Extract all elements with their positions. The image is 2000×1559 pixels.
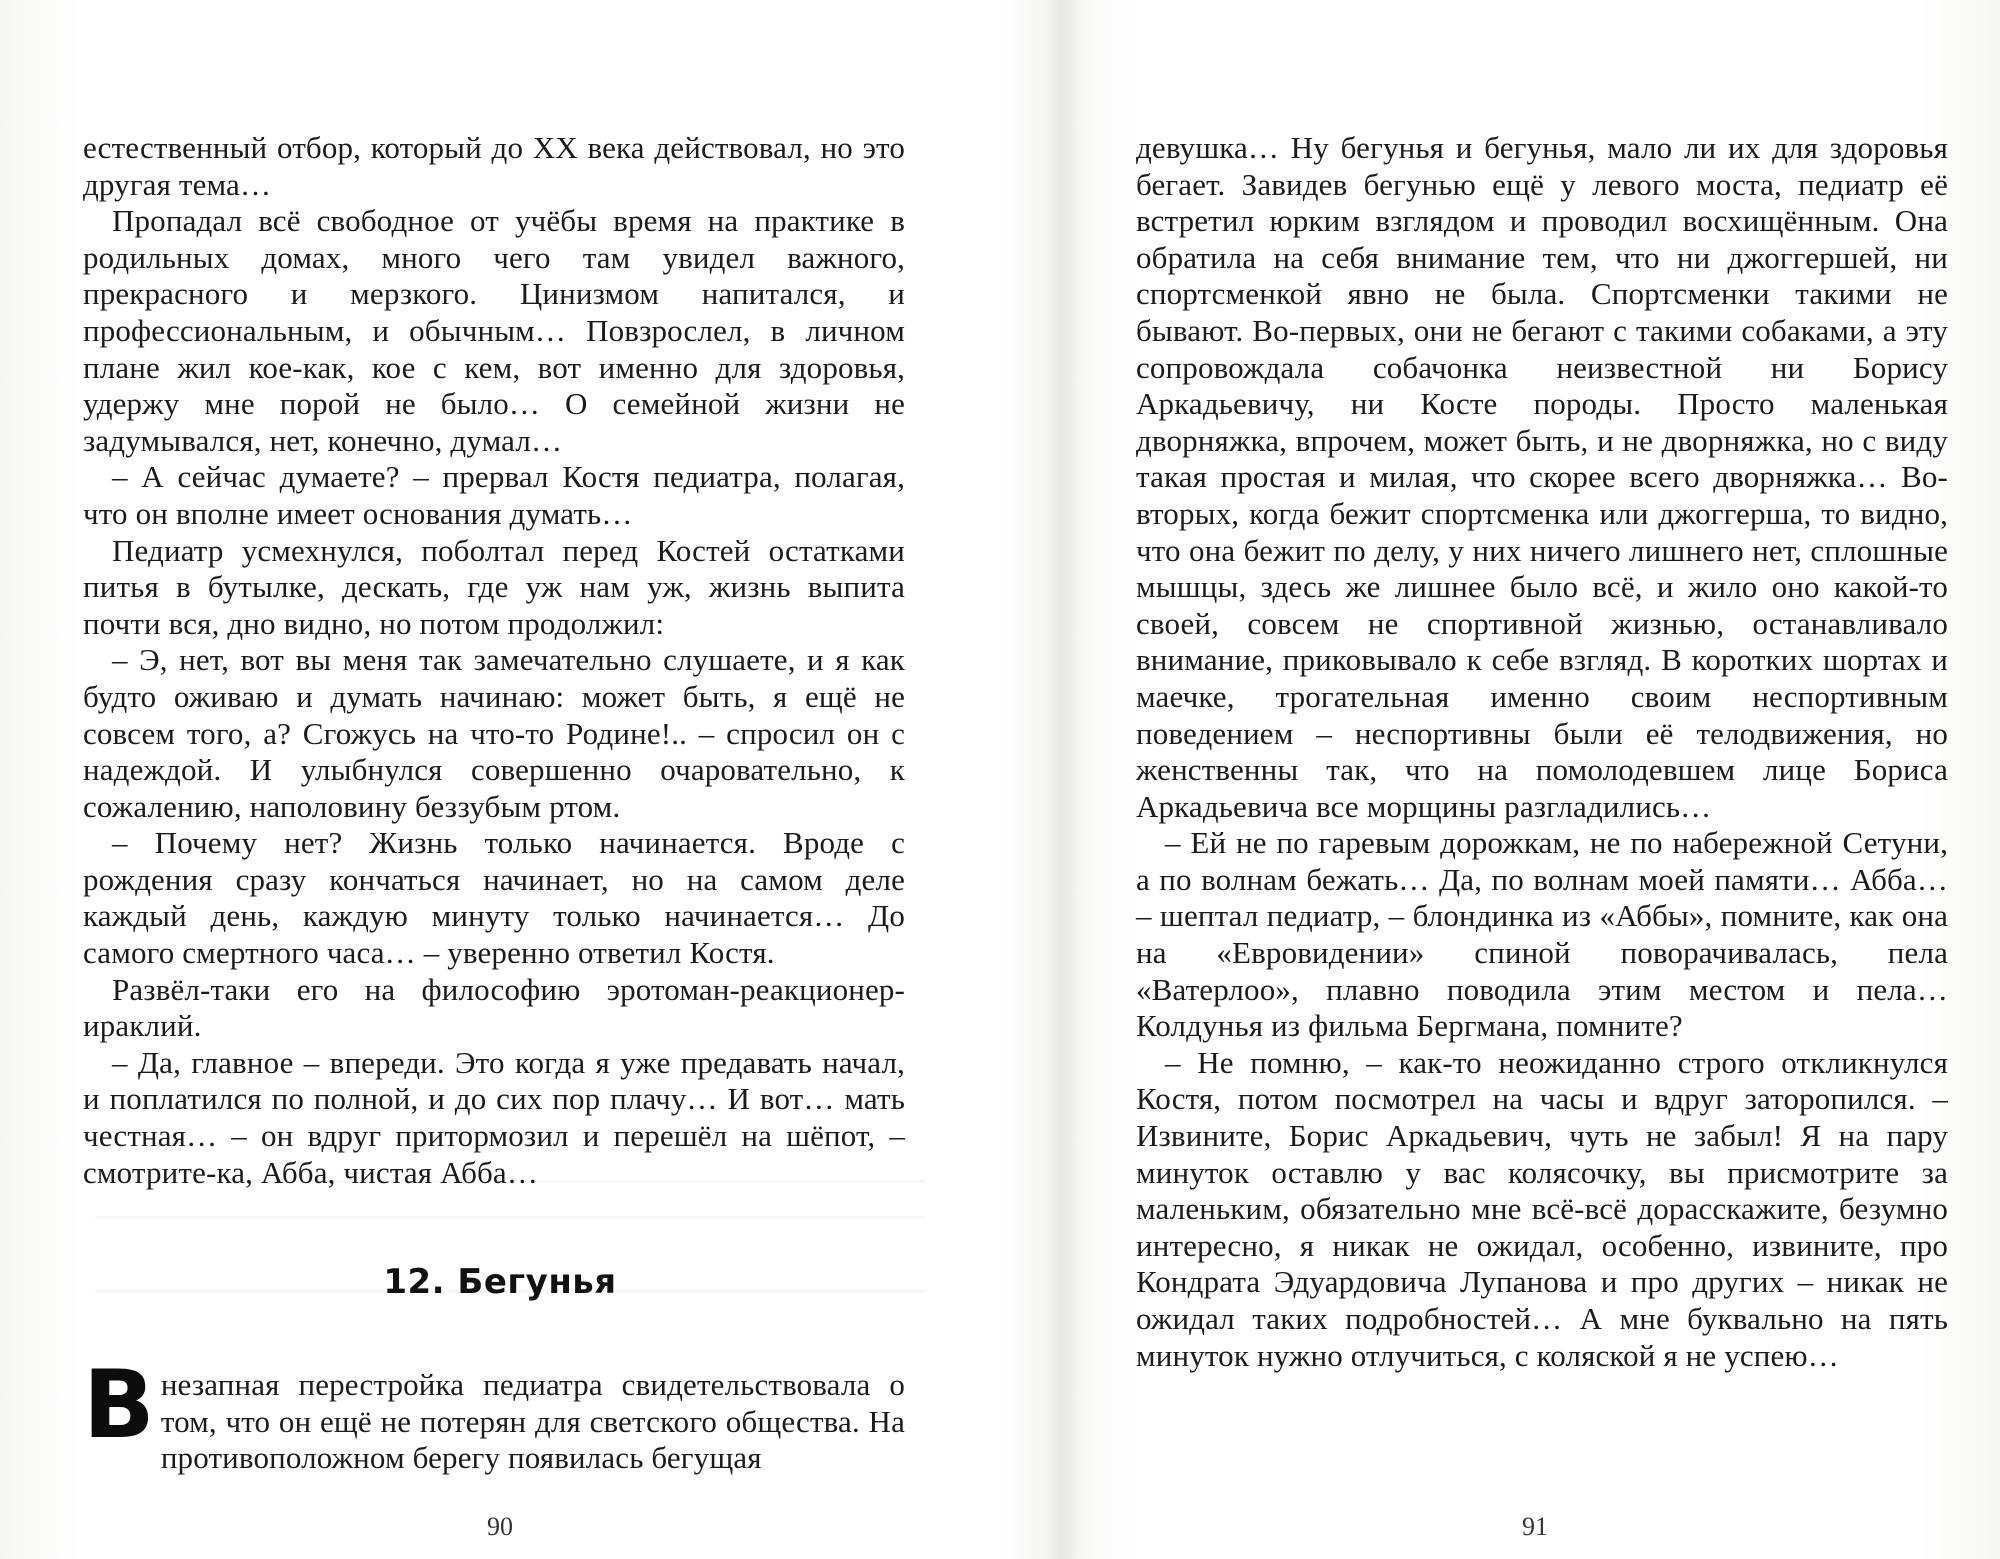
drop-cap: В [83,1351,155,1460]
paragraph: – Э, нет, вот вы меня так замечательно слушаете, и я как будто оживаю и думать начинаю: может быть, я ещё не совсем того, а? Сгожусь на что-то Родине!.. – спросил он с надеждой. И улыбнулся совершенно очаровательно, к сожалению, наполовину беззубым ртом. [83,642,905,824]
page-number-right: 91 [1522,1512,1548,1541]
paragraph: – А сейчас думаете? – прервал Костя педиатра, полагая, что он вполне имеет основания думать… [83,459,905,531]
show-through-line [95,1216,925,1219]
chapter-text: незапная перестройка педиатра свидетельствовала о том, что он ещё не потерян для светского общества. На противоположном берегу появилась бегущая [160,1367,905,1476]
right-page [1000,0,2000,1559]
paragraph: – Ей не по гаревым дорожкам, не по набережной Сетуни, а по волнам бежать… Да, по волнам моей памяти… Абба… – шептал педиатр, – блондинка из «Аббы», помните, как она на «Евровидении» спиной поворачивалась, пела «Ватерлоо», плавно поводила этим местом и пела… Колдунья из фильма Бергмана, помните? [1136,825,1948,1044]
chapter-title: 12. Бегунья [383,1262,617,1302]
paragraph: – Почему нет? Жизнь только начинается. Вроде с рождения сразу кончаться начинает, но на самом деле каждый день, каждую минуту только начинается… До самого смертного часа… – уверенно ответил Костя. [83,825,905,971]
left-page-body [83,130,905,1191]
chapter-paragraph [83,1351,905,1477]
paragraph: Пропадал всё свободное от учёбы время на практике в родильных домах, много чего там увидел важного, прекрасного и мерзкого. Цинизмом напитался, и профессиональным, и обычным… Повзрослел, в личном плане жил кое-как, кое с кем, вот именно для здоровья, удержу мне порой не было… О семейной жизни не задумывался, нет, конечно, думал… [83,203,905,458]
page-number-left: 90 [487,1512,513,1541]
right-page-body [1136,130,1948,1374]
paragraph: – Не помню, – как-то неожиданно строго откликнулся Костя, потом посмотрел на часы и вдруг заторопился. – Извините, Борис Аркадьевич, чуть не забыл! Я на пару минуток оставлю у вас колясочку, вы присмотрите за маленьким, обязательно мне всё-всё дорасскажите, безумно интересно, я никак не ожидал, особенно, извините, про Кондрата Эдуардовича Лупанова и про других – никак не ожидал таких подробностей… А мне буквально на пять минуток нужно отлучиться, с коляской я не успею… [1136,1044,1948,1373]
paragraph: – Да, главное – впереди. Это когда я уже предавать начал, и поплатился по полной, и до сих пор плачу… И вот… мать честная… – он вдруг притормозил и перешёл на шёпот, – смотрите-ка, Абба, чистая Абба… [83,1044,905,1190]
chapter-opening [83,1351,905,1477]
paragraph: Развёл-таки его на философию эротоман-реакционер-ираклий. [83,971,905,1044]
paragraph: девушка… Ну бегунья и бегунья, мало ли их для здоровья бегает. Завидев бегунью ещё у левого моста, педиатр её встретил юрким взглядом и проводил восхищённым. Она обратила на себя внимание тем, что ни джоггершей, ни спортсменкой явно не была. Спортсменки такими не бывают. Во-первых, они не бегают с такими собаками, а эту сопровождала собачонка неизвестной ни Борису Аркадьевичу, ни Косте породы. Просто маленькая дворняжка, впрочем, может быть, и не дворняжка, но с виду такая простая и милая, что скорее всего дворняжка… Во-вторых, когда бежит спортсменка или джоггерша, то видно, что она бежит по делу, у них ничего лишнего нет, сплошные мышцы, здесь же лишнее было всё, и жило оно какой-то своей, совсем не спортивной жизнью, останавливало внимание, приковывало к себе взгляд. В коротких шортах и маечке, трогательная именно своим неспортивным поведением – неспортивны были её телодвижения, но женственны так, что на помолодевшем лице Бориса Аркадьевича все морщины разгладились… [1136,130,1948,824]
paragraph: естественный отбор, который до XX века действовал, но это другая тема… [83,130,905,202]
paragraph: Педиатр усмехнулся, поболтал перед Костей остатками питья в бутылке, дескать, где уж нам уж, жизнь выпита почти вся, дно видно, но потом продолжил: [83,532,905,641]
